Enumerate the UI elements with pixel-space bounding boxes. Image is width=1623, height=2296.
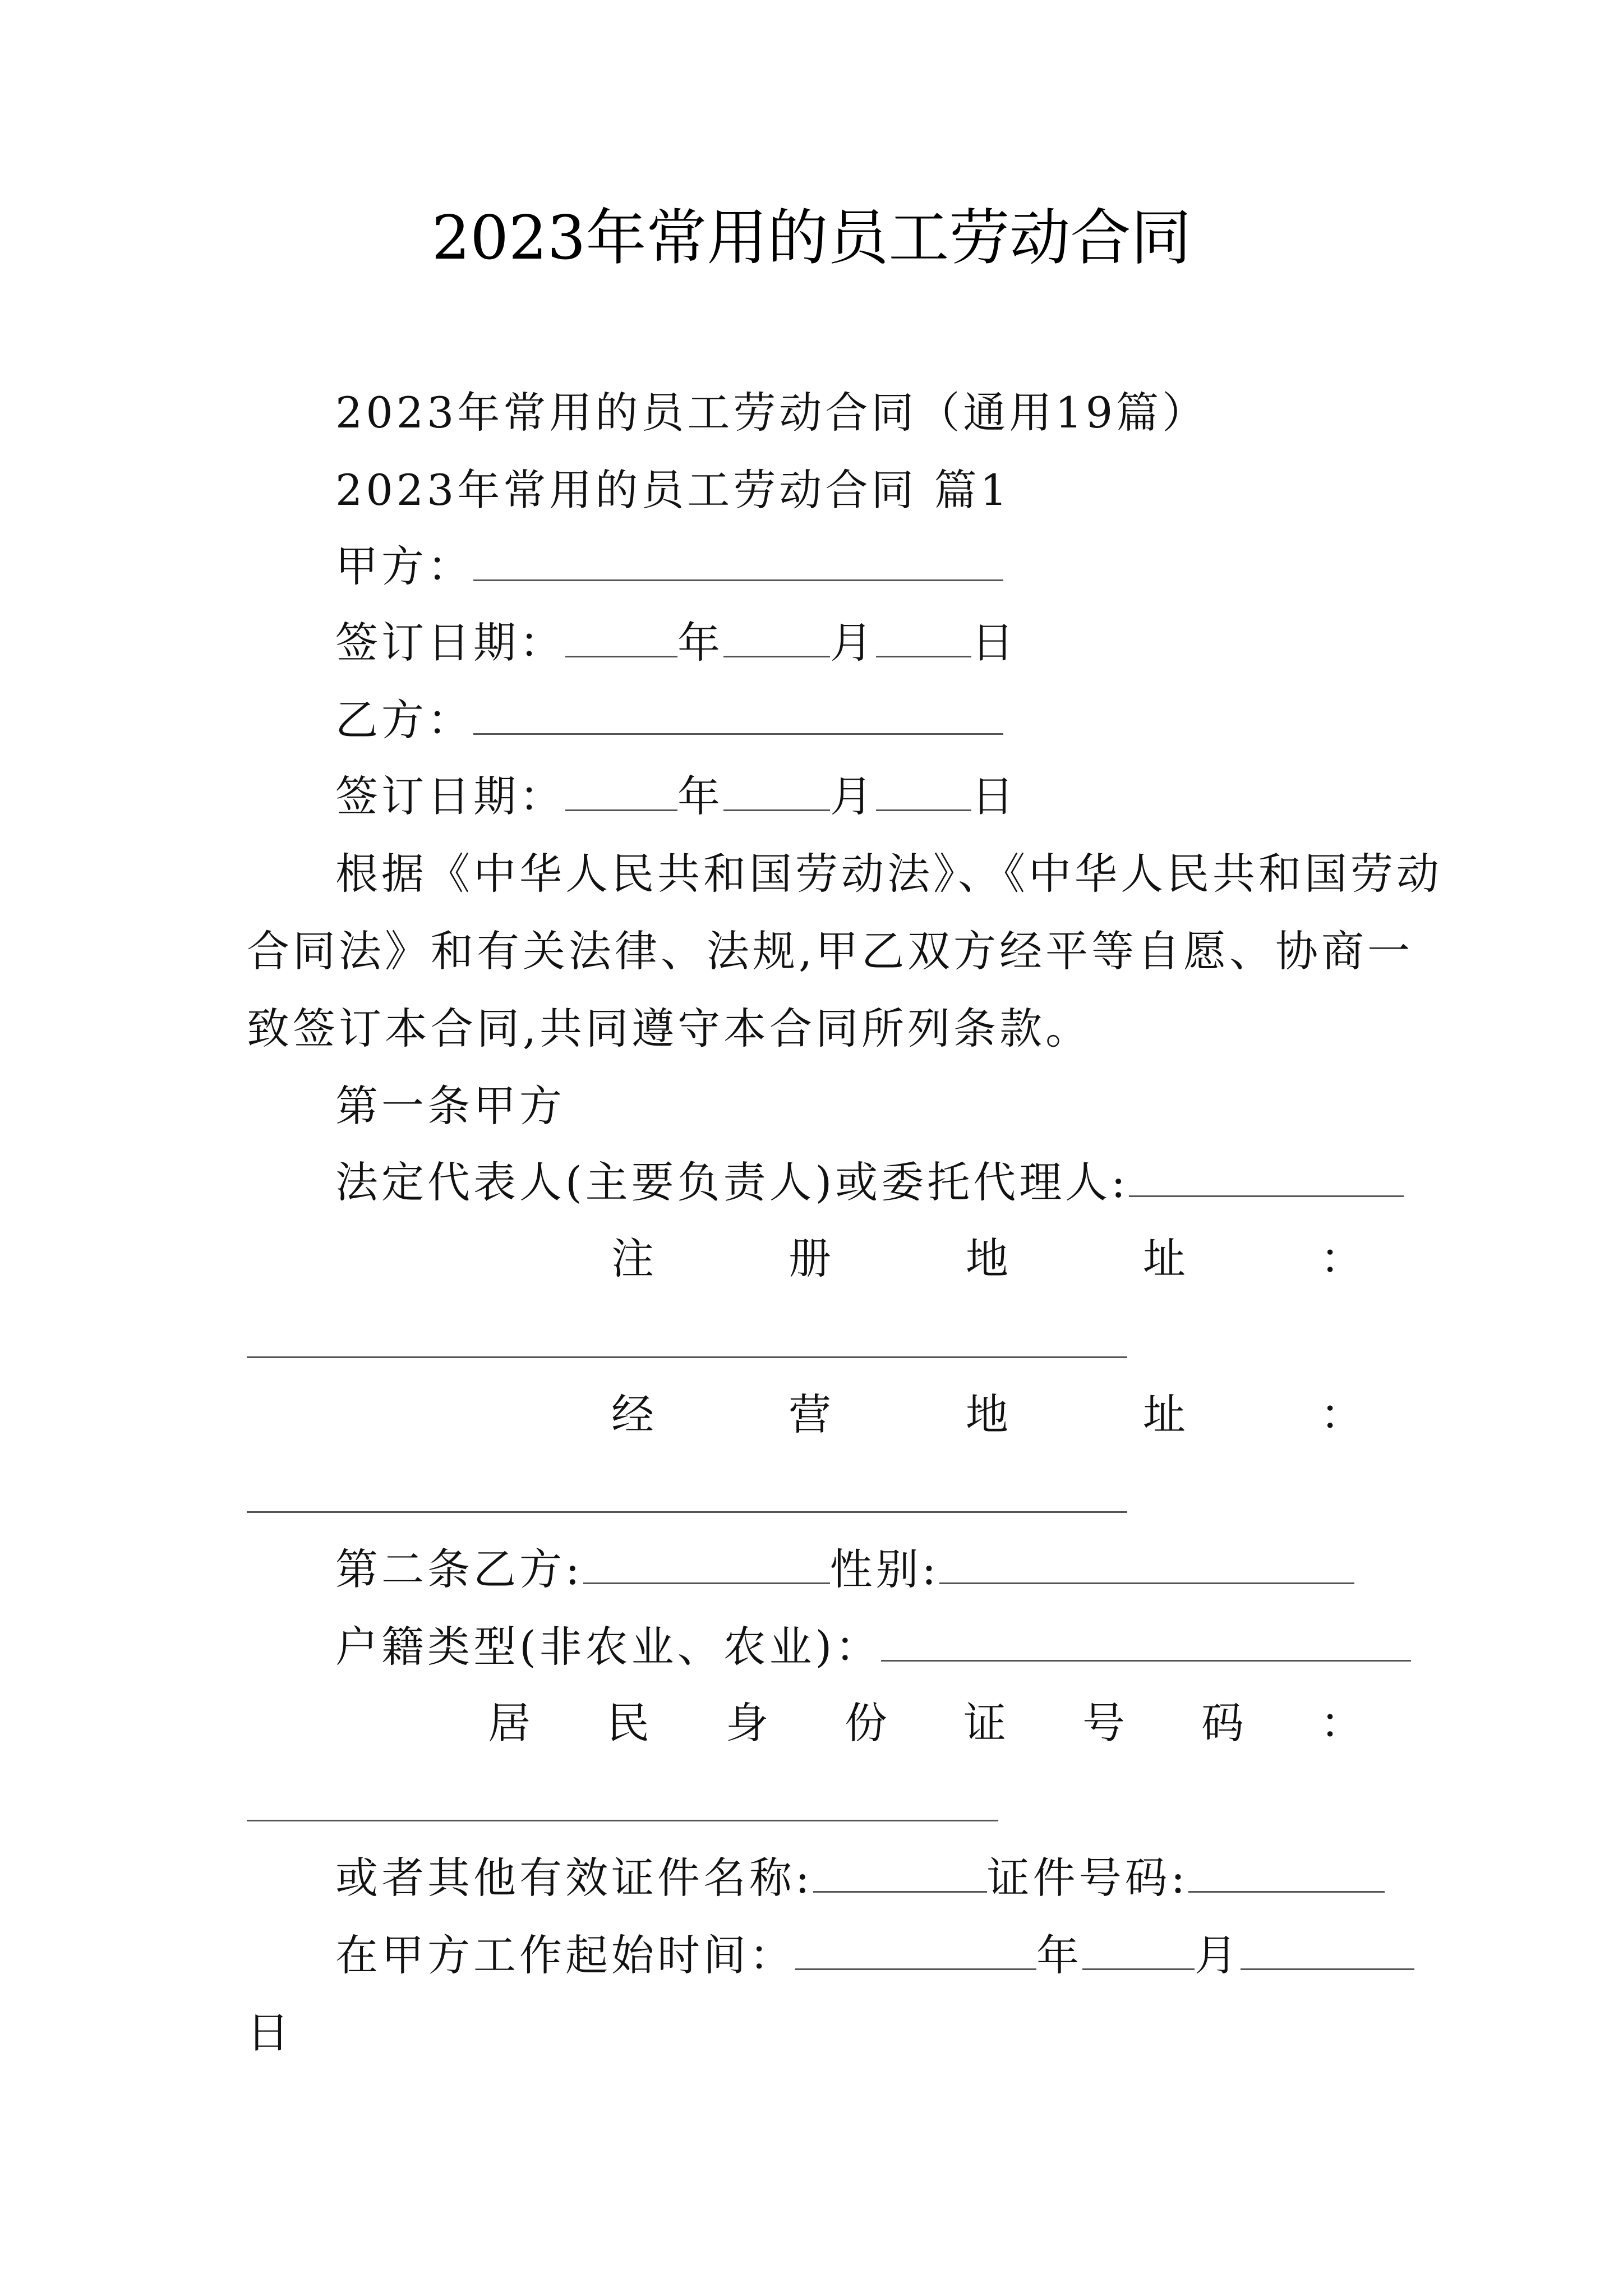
- day-label: 日: [971, 618, 1017, 668]
- party-b-sign-date: [335, 770, 1017, 823]
- start-time-label: 在甲方工作起始时间：: [335, 1930, 795, 1980]
- month-label: 月: [1195, 1930, 1241, 1980]
- id-number-blank[interactable]: [247, 1820, 998, 1821]
- preamble-line-2: 合同法》和有关法律、法规,甲乙双方经平等自愿、协商一: [247, 926, 1414, 976]
- other-id-blank[interactable]: [813, 1856, 987, 1893]
- party-b-label: 乙方：: [335, 695, 473, 745]
- business-address-blank[interactable]: [247, 1511, 1127, 1513]
- day-label: 日: [971, 771, 1017, 821]
- section-heading: 2023年常用的员工劳动合同 篇1: [335, 465, 1011, 515]
- party-a-line: [335, 540, 1003, 593]
- year-label: 年: [1036, 1930, 1082, 1980]
- party-b-line: [335, 693, 1003, 747]
- month-label: 月: [830, 771, 876, 821]
- start-time-line: [335, 1929, 1414, 1982]
- year-blank[interactable]: [565, 621, 677, 657]
- start-month-blank[interactable]: [1082, 1934, 1195, 1970]
- id-number-label: 居 民 身 份 证 号 码 ：: [488, 1698, 1363, 1748]
- party-a-sign-date: [335, 616, 1017, 670]
- party-a-blank[interactable]: [473, 545, 1003, 581]
- household-type-line: [335, 1620, 1411, 1674]
- article-2-party-b-label: 第二条乙方:: [335, 1544, 583, 1594]
- registered-address-label: 注 册 地 址 ：: [611, 1234, 1363, 1283]
- business-address-label: 经 营 地 址 ：: [611, 1389, 1363, 1439]
- day-blank[interactable]: [876, 621, 971, 657]
- article-2-party-b-line: [335, 1543, 1354, 1596]
- sign-date-label: 签订日期：: [335, 618, 565, 668]
- party-a-label: 甲方：: [335, 541, 473, 591]
- start-day-blank[interactable]: [1241, 1934, 1414, 1970]
- other-id-line: [335, 1851, 1385, 1905]
- household-type-label: 户籍类型(非农业、农业)：: [335, 1622, 882, 1672]
- year-label: 年: [677, 618, 723, 668]
- month-blank[interactable]: [723, 621, 830, 657]
- gender-blank[interactable]: [939, 1548, 1354, 1584]
- household-type-blank[interactable]: [881, 1625, 1411, 1662]
- start-day-label: 日: [247, 2008, 293, 2058]
- other-id-label: 或者其他有效证件名称:: [335, 1853, 813, 1903]
- gender-label: 性别:: [829, 1544, 940, 1594]
- representative-blank[interactable]: [1129, 1161, 1404, 1197]
- year-blank[interactable]: [565, 775, 677, 811]
- cert-number-blank[interactable]: [1188, 1856, 1385, 1893]
- party-b-name-blank[interactable]: [583, 1548, 830, 1584]
- month-blank[interactable]: [723, 775, 830, 811]
- party-b-blank[interactable]: [473, 698, 1003, 735]
- preamble-line-1: 根据《中华人民共和国劳动法》、《中华人民共和国劳动: [335, 849, 1442, 899]
- preamble-line-3: 致签订本合同,共同遵守本合同所列条款。: [247, 1004, 1092, 1053]
- year-label: 年: [677, 771, 723, 821]
- representative-label: 法定代表人(主要负责人)或委托代理人:: [335, 1157, 1129, 1207]
- cert-number-label: 证件号码:: [986, 1853, 1189, 1903]
- day-blank[interactable]: [876, 775, 971, 811]
- start-year-blank[interactable]: [795, 1934, 1036, 1970]
- document-title: 2023年常用的员工劳动合同: [431, 203, 1192, 273]
- representative-line: [335, 1156, 1404, 1209]
- document-subtitle: 2023年常用的员工劳动合同（通用19篇）: [335, 388, 1209, 438]
- month-label: 月: [830, 618, 876, 668]
- article-1-heading: 第一条甲方: [335, 1081, 565, 1131]
- registered-address-blank[interactable]: [247, 1356, 1127, 1358]
- sign-date-label: 签订日期：: [335, 771, 565, 821]
